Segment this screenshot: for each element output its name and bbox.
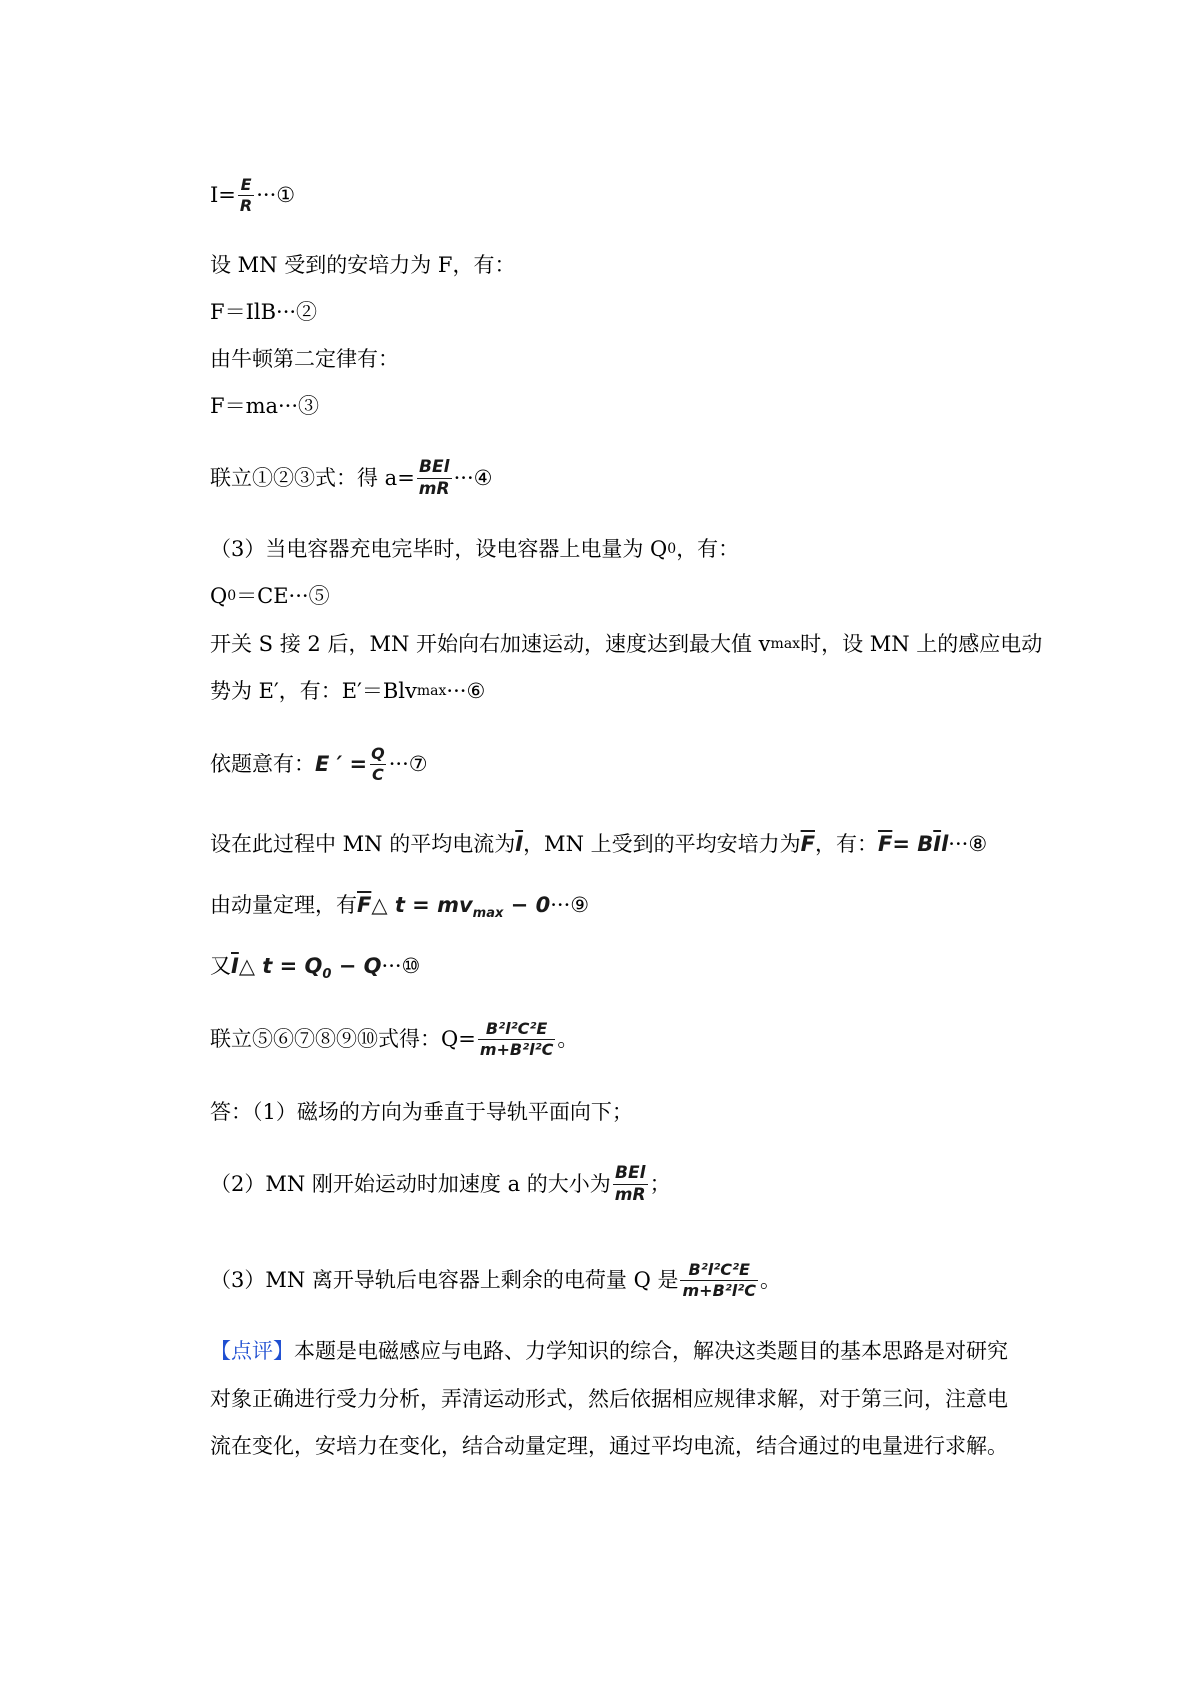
- math-average-current: $\overline{I}$: [933, 832, 942, 856]
- text: Q: [210, 584, 228, 608]
- denominator: mR: [614, 1184, 646, 1205]
- text-line: 开关 S 接 2 后，MN 开始向右加速运动，速度达到最大值 v max 时，设 MN 上的感应电动: [210, 622, 1042, 666]
- comment-line: [210, 1329, 1008, 1373]
- fraction-bel-over-mr: [613, 1162, 648, 1205]
- text: 时，设 MN 上的感应电动: [800, 632, 1043, 656]
- fraction-e-over-r: [238, 174, 254, 215]
- text: ，有：: [676, 537, 740, 561]
- text: 设在此过程中 MN 的平均电流为: [210, 832, 516, 856]
- text-line: （3）当电容器充电完毕时，设电容器上电量为 Q 0 ，有：: [210, 527, 739, 571]
- math-average-force: $\overline{F}$: [800, 832, 815, 856]
- equation-average-force: [210, 822, 987, 866]
- equation-capacitor-charge: Q 0 ＝CE···⑤: [210, 574, 330, 618]
- text-line: [210, 337, 399, 381]
- math-expression: l: [941, 832, 949, 856]
- text: 设 MN 受到的安培力为 F，有：: [210, 253, 516, 277]
- equation-ampere-force: [210, 290, 317, 334]
- equation-number: ···⑧: [948, 832, 988, 856]
- equation-number: ···⑩: [381, 954, 421, 978]
- text: ；: [649, 1172, 671, 1196]
- text: ＝CE···⑤: [236, 584, 330, 608]
- denominator: mR: [418, 478, 450, 499]
- subscript: max: [472, 906, 504, 921]
- denominator: m+B²l²C: [682, 1280, 756, 1300]
- text: 。: [557, 1027, 579, 1051]
- text: 流在变化，安培力在变化，结合动量定理，通过平均电流，结合通过的电量进行求解。: [210, 1434, 1008, 1458]
- text: F＝IlB···②: [210, 300, 318, 324]
- math-average-current: $\overline{I}$: [231, 954, 239, 978]
- denominator: m+B²l²C: [479, 1039, 554, 1059]
- equation-number: ···①: [256, 183, 296, 207]
- comment-tag: 【点评】: [210, 1339, 294, 1363]
- equation-charge-change: [210, 944, 420, 988]
- numerator: B²l²C²E: [688, 1259, 750, 1279]
- text: （2）MN 刚开始运动时加速度 a 的大小为: [210, 1172, 611, 1196]
- answer-part-3: [210, 1258, 781, 1302]
- equation-number: ···⑨: [550, 893, 590, 917]
- numerator: BEl: [615, 1162, 646, 1183]
- numerator: Q: [371, 743, 385, 763]
- text: 开关 S 接 2 后，MN 开始向右加速运动，速度达到最大值 v: [210, 632, 771, 656]
- math-average-force: $\overline{F}$: [877, 832, 893, 856]
- equation-number: ···⑦: [388, 752, 428, 776]
- subscript: 0: [322, 967, 332, 982]
- equation-momentum-theorem: [210, 883, 589, 927]
- math-expression: E ′ =: [315, 752, 368, 776]
- denominator: R: [239, 195, 253, 215]
- math-part: − 0: [503, 893, 551, 917]
- text: （3）当电容器充电完毕时，设电容器上电量为 Q: [210, 537, 668, 561]
- text: 本题是电磁感应与电路、力学知识的综合，解决这类题目的基本思路是对研究: [294, 1339, 1008, 1363]
- equation-acceleration: [210, 456, 492, 500]
- math-expression: [371, 883, 550, 927]
- math-average-current: $\overline{I}$: [515, 832, 524, 856]
- answer-part-2: [210, 1162, 671, 1206]
- denominator: C: [372, 764, 384, 784]
- text: （3）MN 离开导轨后电容器上剩余的电荷量 Q 是: [210, 1268, 679, 1292]
- equation-induced-emf: 势为 E′，有：E′＝Blv max ···⑥: [210, 669, 485, 713]
- equation-emf-q-over-c: [210, 742, 428, 786]
- comment-line: [210, 1377, 1008, 1421]
- equation-number: ···④: [453, 466, 493, 490]
- text: 答：（1）磁场的方向为垂直于导轨平面向下；: [210, 1100, 633, 1124]
- math-expression: = B: [892, 832, 934, 856]
- fraction-remaining-charge: [680, 1259, 758, 1300]
- fraction-q-over-c: [369, 743, 387, 784]
- text-line: [210, 243, 515, 287]
- text: 由牛顿第二定律有：: [210, 347, 399, 371]
- math-part: △ t = Q: [238, 954, 323, 978]
- fraction-bel-over-mr: [417, 456, 452, 499]
- numerator: BEl: [419, 456, 450, 477]
- math-expression: [239, 944, 382, 988]
- answer-part-1: [210, 1090, 633, 1134]
- numerator: B²l²C²E: [485, 1018, 548, 1038]
- fraction-remaining-charge: [478, 1018, 556, 1059]
- text: 对象正确进行受力分析，弄清运动形式，然后依据相应规律求解，对于第三问，注意电: [210, 1387, 1008, 1411]
- equation-remaining-charge: [210, 1017, 578, 1061]
- text: 势为 E′，有：E′＝Blv: [210, 679, 417, 703]
- text: ，有：: [814, 832, 878, 856]
- math-part: − Q: [331, 954, 382, 978]
- text: 联立①②③式：得 a=: [210, 466, 415, 490]
- comment-line: [210, 1424, 1008, 1468]
- text: 又: [210, 954, 231, 978]
- equation-newton: [210, 384, 319, 428]
- equation-ohm-law: [210, 173, 295, 217]
- text: I=: [210, 183, 236, 207]
- text: 联立⑤⑥⑦⑧⑨⑩式得：Q=: [210, 1027, 476, 1051]
- text: F＝ma···③: [210, 394, 320, 418]
- math-part: △ t = mv: [371, 893, 473, 917]
- text: ···⑥: [446, 679, 486, 703]
- text: 由动量定理，有: [210, 893, 357, 917]
- numerator: E: [240, 174, 252, 194]
- text: 。: [760, 1268, 781, 1292]
- math-average-force: $\overline{F}$: [357, 893, 372, 917]
- text: ，MN 上受到的平均安培力为: [523, 832, 801, 856]
- text: 依题意有：: [210, 752, 315, 776]
